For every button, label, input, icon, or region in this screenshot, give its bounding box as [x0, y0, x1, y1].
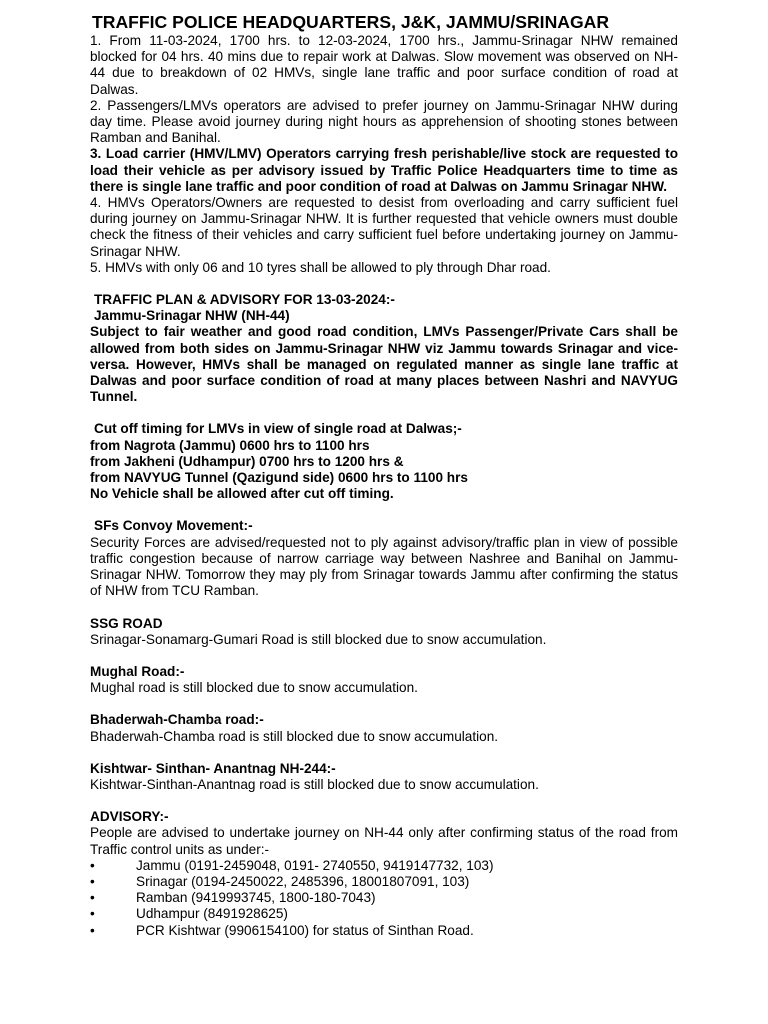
cutoff-line-3: from NAVYUG Tunnel (Qazigund side) 0600 hrs to 1100 hrs: [90, 470, 468, 486]
road-body-bhaderwah: Bhaderwah-Chamba road is still blocked due to snow accumulation.: [90, 728, 499, 744]
bullet: •: [90, 890, 95, 906]
advisory-body: People are advised to undertake journey on NH-44 only after confirming status of the road from Traffic control units as under:-: [90, 825, 678, 857]
road-heading-kishtwar: Kishtwar- Sinthan- Anantnag NH-244:-: [90, 760, 336, 776]
bullet: •: [90, 857, 95, 873]
advisory-heading: ADVISORY:-: [90, 809, 169, 825]
contact-ramban: [90, 890, 678, 906]
point-2: 2. Passengers/LMVs operators are advised to prefer journey on Jammu-Srinagar NHW during day time. Please avoid journey during night hours as apprehension of shooting stones between Ramban and Banihal.: [90, 97, 678, 146]
road-heading-bhaderwah: Bhaderwah-Chamba road:-: [90, 712, 264, 728]
point-5: 5. HMVs with only 06 and 10 tyres shall be allowed to ply through Dhar road.: [90, 259, 551, 275]
contact-list: [90, 858, 678, 939]
cutoff-line-1: from Nagrota (Jammu) 0600 hrs to 1100 hrs: [90, 437, 370, 453]
bullet: •: [90, 873, 95, 889]
contact-srinagar: [90, 874, 678, 890]
point-4: 4. HMVs Operators/Owners are requested to desist from overloading and carry sufficient fuel during journey on Jammu-Srinagar NHW. It is further requested that vehicle owners must double check the fitness of their vehicles and carry sufficient fuel before undertaking journey on Jammu-Srinagar NHW.: [90, 195, 678, 259]
bullet: •: [90, 922, 95, 938]
cutoff-line-4: No Vehicle shall be allowed after cut off timing.: [90, 486, 394, 502]
point-3: 3. Load carrier (HMV/LMV) Operators carrying fresh perishable/live stock are requested to load their vehicle as per advisory issued by Traffic Police Headquarters time to time as there is single lane traffic and poor condition of road at Dalwas on Jammu Srinagar NHW.: [90, 146, 678, 194]
traffic-plan-heading: TRAFFIC PLAN & ADVISORY FOR 13-03-2024:-: [94, 292, 395, 308]
contact-text: PCR Kishtwar (9906154100) for status of Sinthan Road.: [136, 922, 474, 938]
road-heading-ssg: SSG ROAD: [90, 615, 163, 631]
contact-udhampur: [90, 906, 678, 922]
road-heading-mughal: Mughal Road:-: [90, 663, 185, 679]
convoy-body: Security Forces are advised/requested not to ply against advisory/traffic plan in view of possible traffic congestion because of narrow carriage way between Nashree and Banihal on Jammu-Srinagar NHW. Tomorrow they may ply from Srinagar towards Jammu after confirming the status of NHW from TCU Ramban.: [90, 534, 678, 599]
document-title: TRAFFIC POLICE HEADQUARTERS, J&K, JAMMU/SRINAGAR: [92, 12, 610, 32]
road-body-ssg: Srinagar-Sonamarg-Gumari Road is still blocked due to snow accumulation.: [90, 631, 547, 647]
contact-text: Ramban (9419993745, 1800-180-7043): [136, 890, 376, 906]
point-1: 1. From 11-03-2024, 1700 hrs. to 12-03-2024, 1700 hrs., Jammu-Srinagar NHW remained blocked for 04 hrs. 40 mins due to repair work at Dalwas. Slow movement was observed on NH-44 due to breakdown of 02 HMVs, single lane traffic and poor surface condition of road at Dalwas.: [90, 33, 678, 97]
nhw-subheading: Jammu-Srinagar NHW (NH-44): [94, 308, 290, 324]
cutoff-heading: Cut off timing for LMVs in view of single road at Dalwas;-: [94, 421, 462, 437]
contact-pcr-kishtwar: [90, 923, 678, 939]
bullet: •: [90, 906, 95, 922]
contact-text: Udhampur (8491928625): [136, 906, 288, 922]
road-body-mughal: Mughal road is still blocked due to snow accumulation.: [90, 680, 418, 696]
road-body-kishtwar: Kishtwar-Sinthan-Anantnag road is still blocked due to snow accumulation.: [90, 776, 539, 792]
advisory-document: [90, 12, 678, 939]
convoy-heading: SFs Convoy Movement:-: [94, 518, 253, 534]
contact-jammu: [90, 858, 678, 874]
contact-text: Jammu (0191-2459048, 0191- 2740550, 9419147732, 103): [136, 857, 494, 873]
contact-text: Srinagar (0194-2450022, 2485396, 18001807091, 103): [136, 873, 470, 889]
traffic-plan-body: Subject to fair weather and good road condition, LMVs Passenger/Private Cars shall be allowed from both sides on Jammu-Srinagar NHW viz Jammu towards Srinagar and vice-versa. However, HMVs shall be managed on regulated manner as single lane traffic at Dalwas and poor surface condition of road at many places between Nashri and NAVYUG Tunnel.: [90, 324, 678, 405]
cutoff-line-2: from Jakheni (Udhampur) 0700 hrs to 1200 hrs &: [90, 453, 404, 469]
